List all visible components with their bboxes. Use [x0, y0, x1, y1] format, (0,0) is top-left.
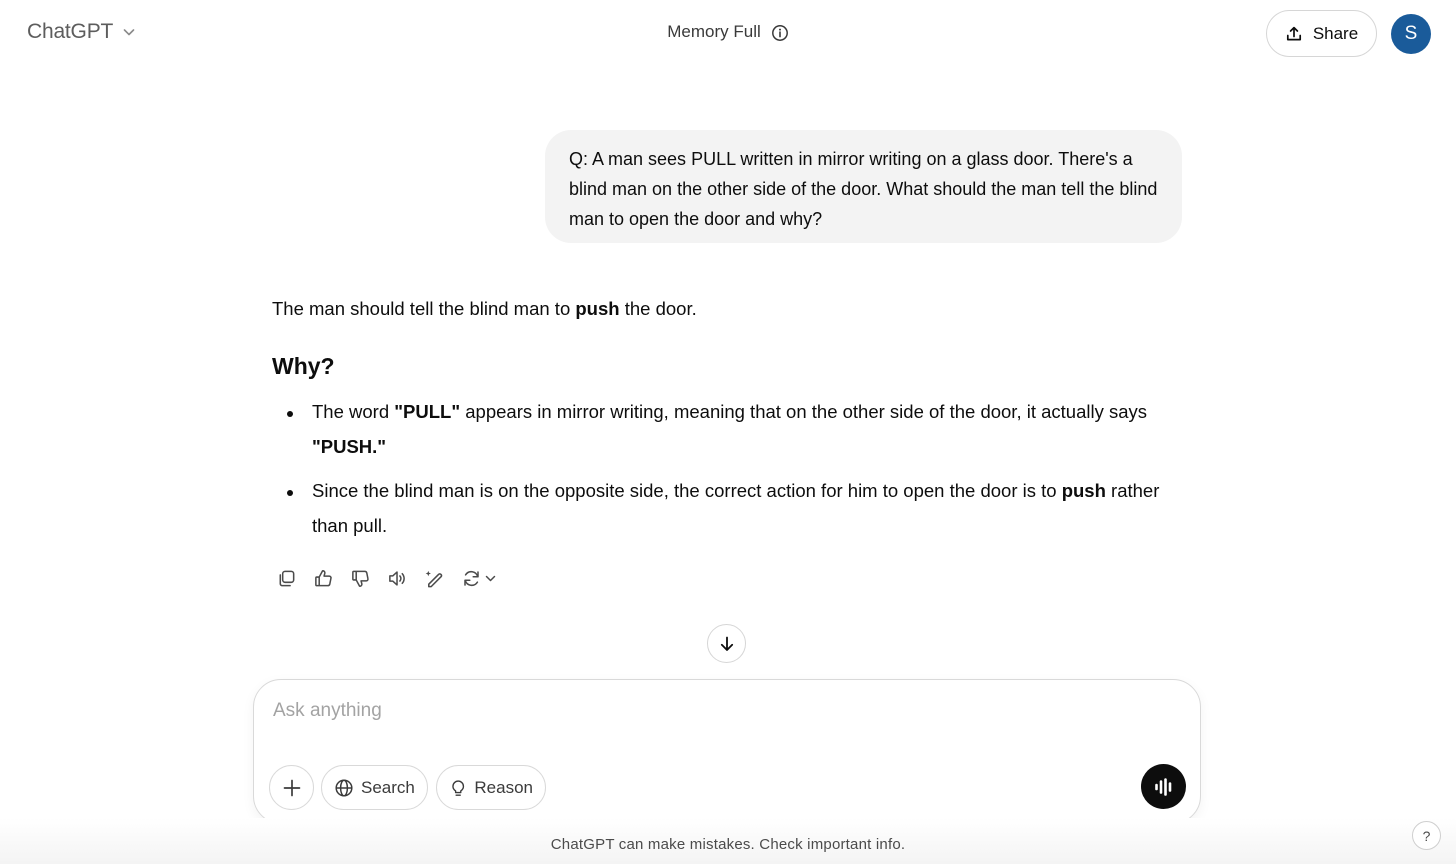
- regenerate-icon: [461, 568, 482, 589]
- search-button[interactable]: [321, 765, 428, 810]
- chevron-down-icon: [484, 572, 497, 585]
- answer-intro: The man should tell the blind man to push the door.: [272, 298, 697, 319]
- assistant-message: [272, 294, 1192, 553]
- globe-icon: [334, 778, 354, 798]
- read-aloud-button[interactable]: [383, 564, 411, 592]
- reason-button[interactable]: [436, 765, 546, 810]
- good-response-button[interactable]: [309, 564, 337, 592]
- share-label: Share: [1312, 23, 1359, 43]
- scroll-to-bottom-button[interactable]: [707, 624, 746, 663]
- voice-mode-button[interactable]: [1141, 764, 1186, 809]
- disclaimer: ChatGPT can make mistakes. Check important info.: [550, 836, 906, 853]
- plus-icon: [281, 777, 303, 799]
- copy-button[interactable]: [272, 564, 300, 592]
- attach-button[interactable]: [269, 765, 314, 810]
- top-bar: [0, 0, 1456, 66]
- read-aloud-icon: [387, 568, 408, 589]
- thumbs-up-icon: [313, 568, 334, 589]
- copy-icon: [276, 568, 297, 589]
- search-label: Search: [361, 777, 415, 797]
- composer: [253, 679, 1201, 824]
- edit-canvas-button[interactable]: [420, 564, 448, 592]
- message-actions: [272, 564, 501, 592]
- reason-label: Reason: [474, 777, 533, 797]
- regenerate-button[interactable]: [457, 564, 501, 592]
- lightbulb-icon: [449, 778, 467, 798]
- list-item: Since the blind man is on the opposite side, the correct action for him to open the door is to push rather than pull.: [272, 474, 1192, 543]
- arrow-down-icon: [717, 634, 737, 654]
- list-item: The word "PULL" appears in mirror writing, meaning that on the other side of the door, it actually says "PUSH.": [272, 395, 1192, 464]
- answer-heading: Why?: [272, 353, 335, 379]
- model-name: ChatGPT: [27, 20, 114, 43]
- help-button[interactable]: ?: [1412, 821, 1441, 850]
- page-title: Memory Full: [667, 22, 761, 41]
- info-icon[interactable]: [771, 24, 789, 42]
- user-message: Q: A man sees PULL written in mirror writing on a glass door. There's a blind man on the other side of the door. What should the man tell the blind man to open the door and why?: [545, 130, 1182, 243]
- bad-response-button[interactable]: [346, 564, 374, 592]
- answer-bullet-list: [272, 395, 1192, 543]
- thumbs-down-icon: [350, 568, 371, 589]
- share-icon: [1285, 25, 1303, 43]
- avatar[interactable]: S: [1391, 14, 1431, 54]
- voice-waveform-icon: [1152, 775, 1176, 799]
- edit-canvas-icon: [424, 568, 445, 589]
- prompt-input[interactable]: [273, 694, 1133, 728]
- conversation-header: [0, 22, 1456, 42]
- share-button[interactable]: [1266, 10, 1377, 57]
